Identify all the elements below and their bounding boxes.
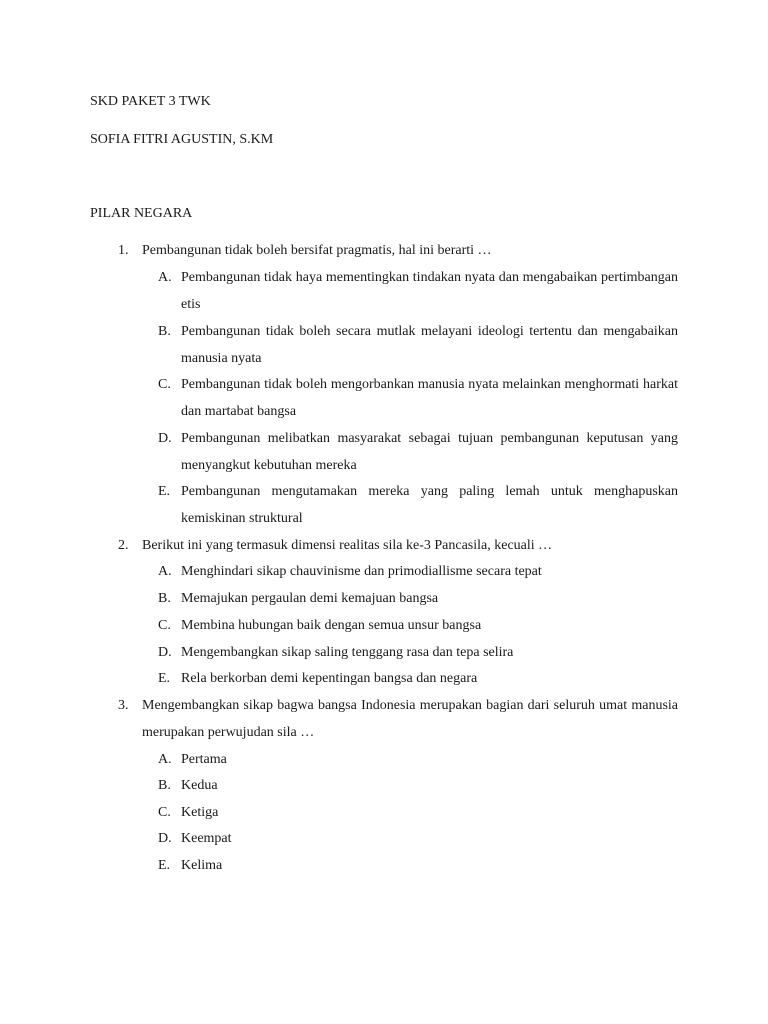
option-letter: A. bbox=[158, 270, 172, 285]
option-letter: C. bbox=[158, 618, 171, 633]
option-text: Kelima bbox=[181, 858, 223, 873]
option-text: Keempat bbox=[181, 831, 232, 846]
option-letter: D. bbox=[158, 831, 172, 846]
option-letter: B. bbox=[158, 324, 171, 339]
option-letter: C. bbox=[158, 805, 171, 820]
question-number: 2. bbox=[118, 538, 129, 553]
option-letter: E. bbox=[158, 858, 171, 873]
option-text: Pembangunan tidak haya mementingkan tindakan nyata dan mengabaikan pertimbangan etis bbox=[181, 270, 678, 312]
option-letter: D. bbox=[158, 645, 172, 660]
question-number: 1. bbox=[118, 243, 129, 258]
document-title: SKD PAKET 3 TWK bbox=[90, 94, 211, 109]
document-author: SOFIA FITRI AGUSTIN, S.KM bbox=[90, 132, 274, 147]
option-text: Pembangunan tidak boleh mengorbankan manusia nyata melainkan menghormati harkat dan martabat bangsa bbox=[181, 377, 678, 419]
option-text: Pertama bbox=[181, 752, 227, 767]
option-text: Membina hubungan baik dengan semua unsur bangsa bbox=[181, 618, 482, 633]
option-text: Ketiga bbox=[181, 805, 219, 820]
option-letter: E. bbox=[158, 484, 171, 499]
question-text: Mengembangkan sikap bagwa bangsa Indonesia merupakan bagian dari seluruh umat manusia merupakan perwujudan sila … bbox=[142, 698, 678, 740]
option-letter: C. bbox=[158, 377, 171, 392]
section-title: PILAR NEGARA bbox=[90, 206, 193, 221]
question-text: Pembangunan tidak boleh bersifat pragmatis, hal ini berarti … bbox=[142, 243, 492, 258]
option-text: Mengembangkan sikap saling tenggang rasa dan tepa selira bbox=[181, 645, 514, 660]
option-letter: B. bbox=[158, 778, 171, 793]
option-letter: E. bbox=[158, 671, 171, 686]
option-text: Kedua bbox=[181, 778, 218, 793]
option-text: Rela berkorban demi kepentingan bangsa dan negara bbox=[181, 671, 478, 686]
option-letter: D. bbox=[158, 431, 172, 446]
option-text: Pembangunan tidak boleh secara mutlak melayani ideologi tertentu dan mengabaikan manusia nyata bbox=[181, 324, 678, 366]
option-text: Pembangunan melibatkan masyarakat sebagai tujuan pembangunan keputusan yang menyangkut kebutuhan mereka bbox=[181, 431, 678, 473]
option-letter: B. bbox=[158, 591, 171, 606]
option-letter: A. bbox=[158, 564, 172, 579]
option-text: Menghindari sikap chauvinisme dan primodiallisme secara tepat bbox=[181, 564, 542, 579]
question-number: 3. bbox=[118, 698, 129, 713]
option-text: Pembangunan mengutamakan mereka yang paling lemah untuk menghapuskan kemiskinan struktural bbox=[181, 484, 678, 526]
option-text: Memajukan pergaulan demi kemajuan bangsa bbox=[181, 591, 439, 606]
option-letter: A. bbox=[158, 752, 172, 767]
question-text: Berikut ini yang termasuk dimensi realitas sila ke-3 Pancasila, kecuali … bbox=[142, 538, 553, 553]
